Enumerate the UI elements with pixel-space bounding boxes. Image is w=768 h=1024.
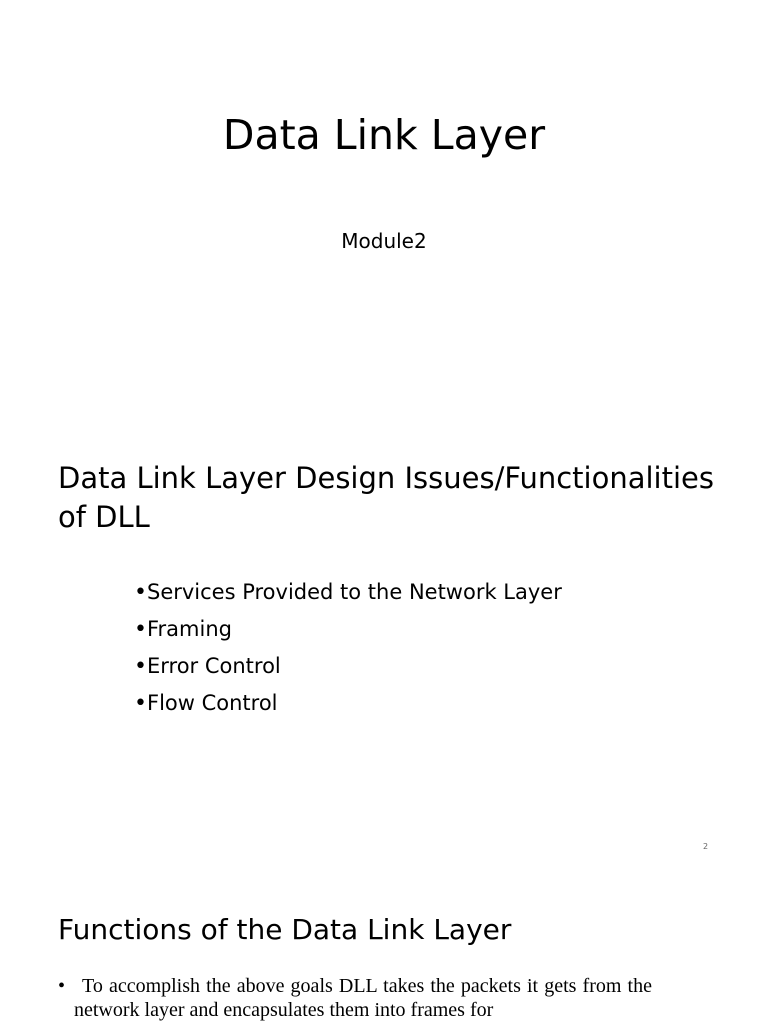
list-item-text: Services Provided to the Network Layer [146, 580, 562, 604]
body-paragraph [58, 974, 652, 1022]
list-item-text: Error Control [146, 654, 281, 678]
bullet-list [134, 574, 562, 722]
list-item-text: Framing [146, 617, 232, 641]
bullet-icon: • [134, 617, 147, 642]
paragraph-text: To accomplish the above goals DLL takes the packets it gets from the network layer and encapsulates them into frames for [74, 975, 652, 1021]
section-heading: Functions of the Data Link Layer [58, 913, 512, 946]
slide-title: Data Link Layer [222, 111, 546, 159]
list-item [134, 574, 562, 611]
page-number: 2 [703, 842, 709, 851]
bullet-icon: • [58, 975, 66, 997]
list-item [134, 648, 562, 685]
list-item [134, 685, 562, 722]
list-item [134, 611, 562, 648]
list-item-text: Flow Control [146, 691, 278, 715]
bullet-icon: • [134, 654, 147, 679]
bullet-icon: • [134, 691, 147, 716]
section-heading: Data Link Layer Design Issues/Functionalities of DLL [58, 461, 714, 534]
slide-subtitle: Module2 [341, 229, 427, 253]
bullet-icon: • [134, 580, 147, 605]
